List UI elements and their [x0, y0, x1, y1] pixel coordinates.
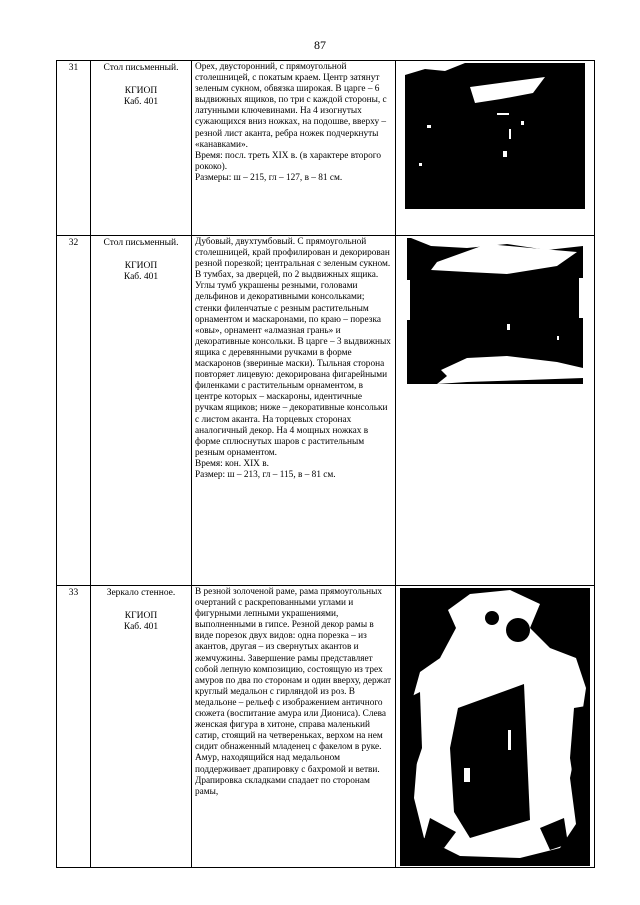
entry-description: В резной золоченой раме, рама прямоугольных очертаний с раскрепованными углами и фигурными лепными украшениями, выполненными в гипсе. Резной декор рамы в виде порезок двух видов: одна порезка – из акантов, другая – из свернутых акантов и жемчужины. Завершение рамы представляет собой лепную композицию, состоящую из трех амуров по два по сторонам и один вверху, держат круглый медальон с гирляндой из роз. В медальоне – рельеф с изображением античного сюжета (воспитание амура или Диониса). Слева женская фигура в хитоне, справа маленький сатир, стоящий на четвереньках, верхом на нем сидит обнаженный младенец с факелом в руке. Амур, находящийся над медальоном поддерживает драпировку с бахромой и ветви. Драпировка складками спадает по сторонам рамы, [195, 587, 392, 797]
entry-number: 31 [57, 61, 91, 236]
entry-title-cell [91, 236, 192, 586]
entry-title-cell [91, 61, 192, 236]
entry-date: Время: посл. треть XIX в. (в характере второго рококо). [195, 150, 381, 172]
catalog-table [56, 60, 595, 868]
entry-description-cell [192, 61, 396, 236]
entry-number: 33 [57, 586, 91, 868]
entry-size: Размеры: ш – 215, гл – 127, в – 81 см. [195, 172, 343, 183]
desk-photo [405, 63, 585, 209]
entry-title: Стол письменный. [103, 63, 179, 73]
entry-photo-cell [396, 61, 595, 236]
page-number: 87 [314, 38, 326, 52]
entry-title: Стол письменный. [103, 238, 179, 248]
entry-photo-cell [396, 236, 595, 586]
mirror-photo [400, 588, 590, 866]
entry-number: 32 [57, 236, 91, 586]
entry-date: Время: кон. XIX в. [195, 458, 269, 469]
table-row [57, 586, 595, 868]
table-row [57, 236, 595, 586]
entry-photo-cell [396, 586, 595, 868]
entry-description-cell [192, 236, 396, 586]
desk-photo [407, 238, 583, 384]
table-row [57, 61, 595, 236]
entry-size: Размер: ш – 213, гл – 115, в – 81 см. [195, 469, 336, 480]
entry-description-cell [192, 586, 396, 868]
entry-title: Зеркало стенное. [106, 588, 176, 598]
entry-room: Каб. 401 [123, 622, 159, 632]
entry-description: Орех, двусторонний, с прямоугольной столешницей, с покатым краем. Центр затянут зеленым сукном, обвязка широкая. В царге – 6 выдвижных ящиков, по три с каждой стороны, с латунными ключевинами. На 4 изогнутых сужающихся вниз ножках, на подошве, вверху – резной лист аканта, ребра ножек подчеркнуты «канавками». [195, 62, 387, 150]
entry-owner: КГИОП [124, 610, 158, 621]
entry-owner: КГИОП [124, 260, 158, 271]
entry-description: Дубовый, двухтумбовый. С прямоугольной столешницей, край профилирован и декорирован резной порезкой; центральная с зеленым сукном. В тумбах, за дверцей, по 2 выдвижных ящика. Углы тумб украшены резными, головами дельфинов и декоративными консольками; стенки филенчатые с резным растительным орнаментом и маскаронами, по краю – порезка «овы», орнамент «алмазная грань» и декоративные консольки. В царге – 3 выдвижных ящика с деревянными ручками в форме маскаронов (звериные маски). Тыльная сторона повторяет лицевую: декорирована фигарейными филенками с растительным орнаментом, в центре которых – маскароны, идентичные ручкам ящиков; ниже – декоративные консольки с листом аканта. На торцевых сторонах аналогичный декор. На 4 мощных ножках в форме сплюснутых шаров с растительным резным орнаментом. [195, 237, 391, 458]
entry-room: Каб. 401 [123, 272, 159, 282]
entry-title-cell [91, 586, 192, 868]
entry-owner: КГИОП [124, 85, 158, 96]
entry-room: Каб. 401 [123, 97, 159, 107]
